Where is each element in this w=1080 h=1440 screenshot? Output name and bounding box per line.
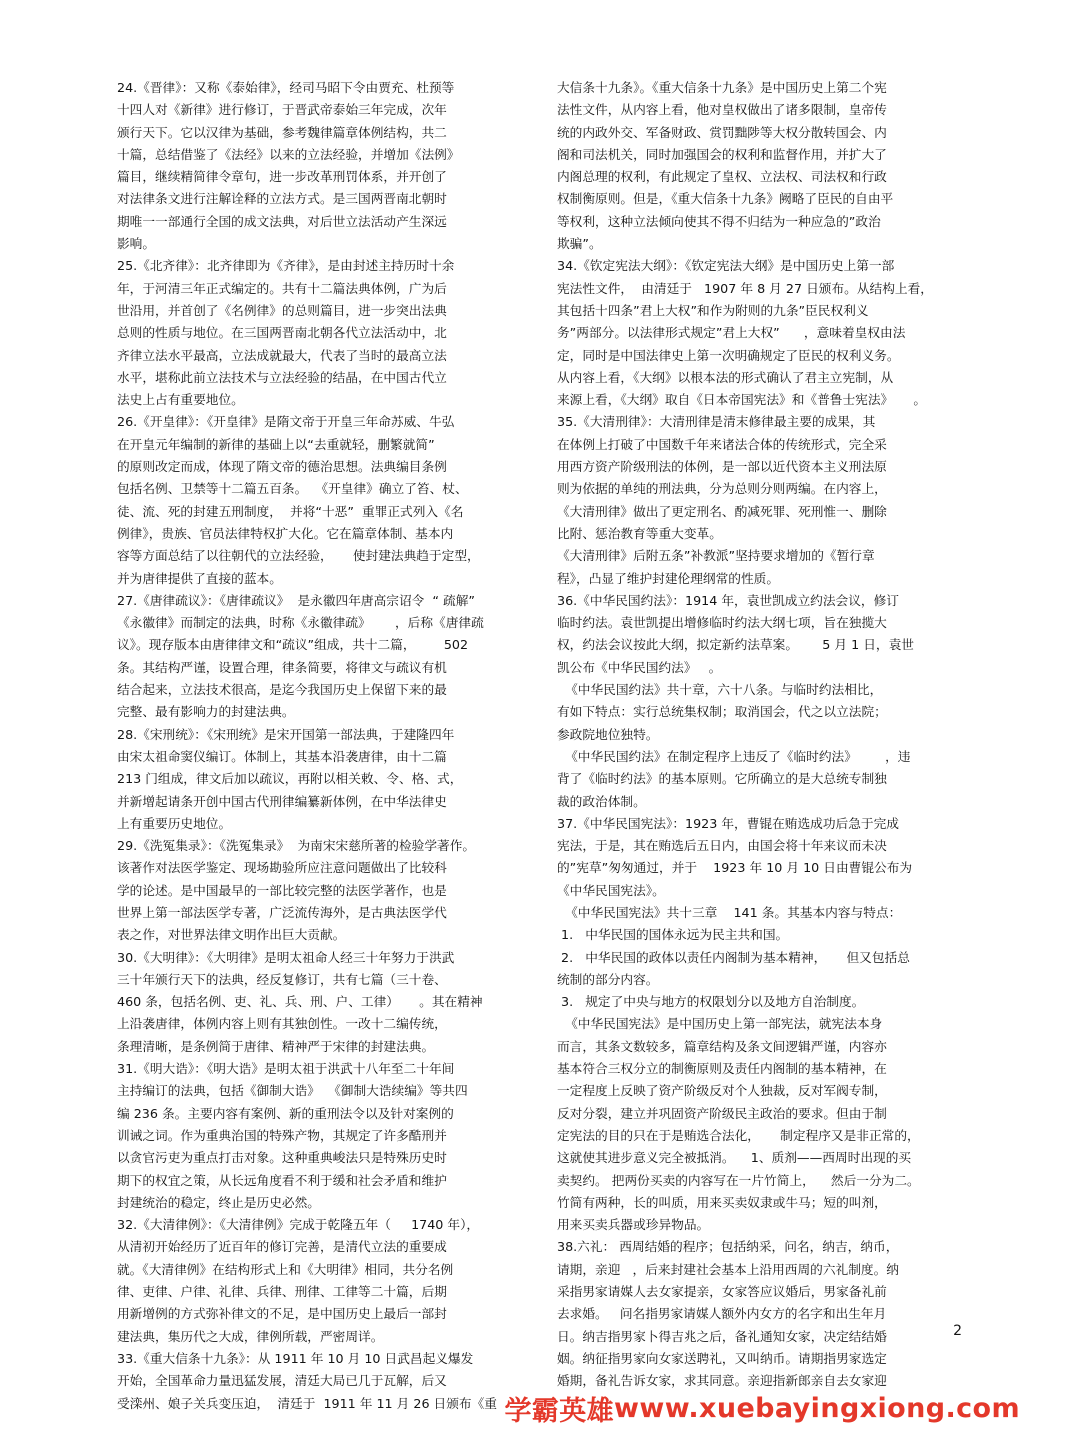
text-line: 例律》，贵族、官员法律特权扩大化。它在篇章体制、基本内	[117, 525, 454, 541]
text-line: 结合起来，立法技术很高，是迄今我国历史上保留下来的最	[117, 682, 447, 698]
text-line: 的原则改定而成，体现了隋文帝的德治思想。法典编目条例	[117, 459, 447, 475]
text-line: 开始，全国革命力量迅猛发展，清廷大局已几于瓦解，后又	[117, 1373, 447, 1389]
text-line: 定，同时是中国法律史上第一次明确规定了臣民的权利义务。	[557, 347, 900, 363]
text-line: 2. 中华民国的政体以责任内阁制为基本精神， 但又包括总	[557, 949, 910, 965]
text-line: 婚期，备礼告诉女家，求其同意。亲迎指新郎亲自去女家迎	[557, 1373, 887, 1389]
text-line: 《大清刑律》后附五条”补教派”坚持要求增加的《暂行章	[557, 548, 875, 564]
text-line: 完整、最有影响力的封建法典。	[117, 704, 295, 720]
text-line: 统制的部分内容。	[557, 971, 659, 987]
text-line: 31.《明大诰》：《明大诰》是明太祖于洪武十八年至二十年间	[117, 1061, 455, 1077]
text-line: 用西方资产阶级刑法的体例，是一部以近代资本主义刑法原	[557, 459, 887, 475]
text-line: 表之作，对世界法律文明作出巨大贡献。	[117, 927, 346, 943]
text-line: 篇目，继续精简律令章句，进一步改革刑罚体系，并开创了	[117, 169, 447, 185]
text-line: 《永徽律》而制定的法典，时称《永徽律疏》 ，后称《唐律疏	[117, 615, 484, 631]
text-line: 460 条，包括名例、吏、礼、兵、刑、户、工律） 。其在精神	[117, 994, 483, 1010]
text-line: 条理清晰，是条例简于唐律、精神严于宋律的封建法典。	[117, 1038, 435, 1054]
text-line: 十篇，总结借鉴了《法经》以来的立法经验，并增加《法例》	[117, 146, 460, 162]
text-line: 基本符合三权分立的制衡原则及责任内阁制的基本精神，在	[557, 1061, 887, 1077]
text-line: 背了《临时约法》的基本原则。它所确立的是大总统专制独	[557, 771, 887, 787]
text-line: 该著作对法医学鉴定、现场勘验所应注意问题做出了比较科	[117, 860, 447, 876]
text-line: 大信条十九条》。《重大信条十九条》是中国历史上第二个宪	[557, 80, 887, 95]
text-line: 条。其结构严谨，设置合理，律条简要，将律文与疏议有机	[117, 659, 447, 675]
footer-watermark	[0, 1383, 1080, 1433]
text-line: 世界上第一部法医学专著，广泛流传海外，是古典法医学代	[117, 904, 447, 920]
text-line: 影响。	[117, 236, 156, 252]
text-line: 从清初开始经历了近百年的修订完善，是清代立法的重要成	[117, 1239, 447, 1255]
text-line: 1. 中华民国的国体永远为民主共和国。	[557, 927, 789, 943]
text-line: 3. 规定了中央与地方的权限划分以及地方自治制度。	[557, 994, 865, 1010]
text-line: 务”两部分。以法律形式规定”君上大权” ，意味着皇权由法	[557, 325, 906, 341]
text-line: 24.《晋律》：又称《泰始律》，经司马昭下令由贾充、杜预等	[117, 80, 455, 95]
text-line: 水平，堪称此前立法技术与立法经验的结晶，在中国古代立	[117, 369, 447, 385]
text-line: 竹简有两种，长的叫质，用来买卖奴隶或牛马；短的叫剂，	[557, 1194, 887, 1210]
text-line: 权制衡原则。但是，《重大信条十九条》阙略了臣民的自由平	[557, 191, 894, 207]
text-line: 以贪官污吏为重点打击对象。这种重典峻法只是特殊历史时	[117, 1150, 447, 1166]
text-line: 世沿用，并首创了《名例律》的总则篇目，进一步突出法典	[117, 302, 447, 318]
text-line: 用新增例的方式弥补律文的不足，是中国历史上最后一部封	[117, 1306, 447, 1322]
text-line: 在体例上打破了中国数千年来诸法合体的传统形式，完全采	[557, 436, 887, 452]
text-line: 程》，凸显了维护封建伦理纲常的性质。	[557, 570, 780, 586]
text-line: 总则的性质与地位。在三国两晋南北朝各代立法活动中，北	[117, 325, 447, 341]
text-line: 封建统治的稳定，终止是历史必然。	[117, 1194, 320, 1210]
text-line: 37.《中华民国宪法》：1923 年，曹锟在贿选成功后急于完成	[557, 815, 899, 831]
text-line: 有如下特点：实行总统集权制；取消国会，代之以立法院；	[557, 704, 887, 720]
right-column	[557, 77, 977, 1393]
text-line: 213 门组成，律文后加以疏议，再附以相关敕、令、格、式，	[117, 771, 463, 787]
text-line: 临时约法。袁世凯提出增修临时约法大纲七项，旨在独揽大	[557, 615, 887, 631]
text-line: 34.《钦定宪法大纲》：《钦定宪法大纲》是中国历史上第一部	[557, 258, 895, 274]
text-line: 主持编订的法典，包括《御制大诰》 《御制大诰续编》等共四	[117, 1083, 468, 1099]
text-line: 对法律条文进行注解诠释的立法方式。是三国两晋南北朝时	[117, 191, 447, 207]
text-line: 定宪法的目的只在于是贿选合法化， 制定程序又是非正常的，	[557, 1127, 920, 1143]
text-line: 并新增起请条开创中国古代刑律编纂新体例，在中华法律史	[117, 793, 447, 809]
text-line: 来源上看，《大纲》取自《日本帝国宪法》和《普鲁士宪法》 。	[557, 392, 927, 408]
text-line: 裁的政治体制。	[557, 793, 646, 809]
text-line: 年，于河清三年正式编定的。共有十二篇法典体例，广为后	[117, 280, 447, 296]
text-line: 学的论述。是中国最早的一部比较完整的法医学著作，也是	[117, 882, 447, 898]
text-line: 这就使其进步意义完全被抵消。 1、质剂——西周时出现的买	[557, 1150, 912, 1166]
text-line: 日。纳吉指男家卜得吉兆之后，备礼通知女家，决定结结婚	[557, 1328, 887, 1344]
text-line: 反对分裂，建立并巩固资产阶级民主政治的要求。但由于制	[557, 1105, 887, 1121]
text-line: 十四人对《新律》进行修订，于晋武帝泰始三年完成，次年	[117, 102, 447, 118]
watermark-brand-name: 学霸英雄	[504, 1395, 615, 1427]
page-number: 2	[953, 1323, 962, 1339]
text-line: 27.《唐律疏议》：《唐律疏议》 是永徽四年唐高宗诏令 “ 疏解”	[117, 592, 475, 608]
text-line: 内阁总理的权利，有此规定了皇权、立法权、司法权和行政	[557, 169, 887, 185]
text-line: 35.《大清刑律》：大清刑律是清末修律最主要的成果，其	[557, 414, 876, 430]
text-line: 期下的权宜之策，从长远角度看不利于缓和社会矛盾和维护	[117, 1172, 447, 1188]
text-line: 受滦州、娘子关兵变压迫， 清廷于 1911 年 11 月 26 日颁布《重	[117, 1395, 497, 1411]
text-line: 36.《中华民国约法》：1914 年，袁世凯成立约法会议，修订	[557, 592, 899, 608]
text-line: 参政院地位独特。	[557, 726, 659, 742]
text-line: 欺骗”。	[557, 236, 602, 252]
text-line: 法性文件，从内容上看，他对皇权做出了诸多限制，皇帝传	[557, 102, 887, 118]
text-line: 颁行天下。它以汉律为基础，参考魏律篇章体例结构，共二	[117, 124, 447, 140]
text-line: 权，约法会议按此大纲，拟定新约法草案。 5 月 1 日，袁世	[557, 637, 914, 653]
text-line: 《中华民国宪法》。	[557, 882, 665, 898]
text-line: 就。《大清律例》在结构形式上和《大明律》相同，共分名例	[117, 1261, 454, 1277]
text-line: 法史上占有重要地位。	[117, 392, 244, 408]
text-line: 《中华民国宪法》共十三章 141 条。其基本内容与特点：	[557, 904, 902, 920]
text-line: 《中华民国约法》共十章，六十八条。与临时约法相比，	[557, 682, 883, 698]
text-line: 律、吏律、户律、礼律、兵律、刑律、工律等二十篇，后期	[117, 1284, 447, 1300]
text-line: 建法典，集历代之大成，律例所载，严密周详。	[117, 1328, 384, 1344]
text-line: 其包括十四条”君上大权”和作为附则的九条”臣民权利义	[557, 302, 869, 318]
text-line: 徒、流、死的封建五刑制度， 并将“十恶” 重罪正式列入《名	[117, 503, 464, 519]
text-line: 包括名例、卫禁等十二篇五百条。 《开皇律》确立了笞、杖、	[117, 481, 468, 497]
text-line: 一定程度上反映了资产阶级反对个人独裁，反对军阀专制，	[557, 1083, 887, 1099]
text-line: 容等方面总结了以往朝代的立法经验， 使封建法典趋于定型，	[117, 548, 480, 564]
watermark-url: www.xuebayingxiong.com	[614, 1392, 1020, 1424]
text-line: 由宋太祖命窦仪编订。体制上，其基本沿袭唐律，由十二篇	[117, 748, 447, 764]
text-line: 请期，亲迎 ，后来封建社会基本上沿用西周的六礼制度。纳	[557, 1261, 899, 1277]
text-line: 比附、惩治教育等重大变革。	[557, 525, 722, 541]
text-line: 在开皇元年编制的新律的基础上以“去重就轻，删繁就简”	[117, 436, 435, 452]
text-line: 的”宪草”匆匆通过，并于 1923 年 10 月 10 日由曹锟公布为	[557, 860, 913, 876]
text-line: 期唯一一部通行全国的成文法典，对后世立法活动产生深远	[117, 213, 447, 229]
text-line: 33.《重大信条十九条》：从 1911 年 10 月 10 日武昌起义爆发	[117, 1350, 474, 1366]
text-line: 宪法性文件， 由清廷于 1907 年 8 月 27 日颁布。从结构上看，	[557, 280, 933, 296]
text-line: 29.《洗冤集录》：《洗冤集录》 为南宋宋慈所著的检验学著作。	[117, 838, 476, 854]
text-line: 等权利，这种立法倾向使其不得不归结为一种应急的”政治	[557, 213, 881, 229]
text-line: 凯公布《中华民国约法》 。	[557, 659, 722, 675]
text-line: 30.《大明律》：《大明律》是明太祖命人经三十年努力于洪武	[117, 949, 455, 965]
text-line: 统的内政外交、军备财政、赏罚黜陟等大权分散转国会、内	[557, 124, 887, 140]
text-line: 采指男家请媒人去女家提亲，女家答应议婚后，男家备礼前	[557, 1284, 887, 1300]
text-line: 三十年颁行天下的法典，经反复修订，共有七篇（三十卷、	[117, 971, 447, 987]
text-line: 28.《宋刑统》：《宋刑统》是宋开国第一部法典，于建隆四年	[117, 726, 455, 742]
text-line: 议》。现存版本由唐律律文和“疏议”组成，共十二篇， 502	[117, 637, 469, 653]
text-line: 上沿袭唐律，体例内容上则有其独创性。一改十二编传统，	[117, 1016, 447, 1032]
text-line: 《大清刑律》做出了更定刑名、酌减死罪、死刑惟一、删除	[557, 503, 887, 519]
text-line: 阁和司法机关，同时加强国会的权利和监督作用，并扩大了	[557, 146, 887, 162]
text-line: 《中华民国约法》在制定程序上违反了《临时约法》 ，违	[557, 748, 911, 764]
text-line: 32.《大清律例》：《大清律例》完成于乾隆五年（ 1740 年），	[117, 1217, 480, 1233]
text-line: 编 236 条。主要内容有案例、新的重刑法令以及针对案例的	[117, 1105, 454, 1121]
text-line: 38.六礼： 西周结婚的程序；包括纳采，问名，纳吉，纳币，	[557, 1239, 899, 1255]
text-line: 训诫之词。作为重典治国的特殊产物，其规定了许多酷刑并	[117, 1127, 447, 1143]
text-line: 从内容上看，《大纲》以根本法的形式确认了君主立宪制，从	[557, 369, 894, 385]
text-line: 齐律立法水平最高，立法成就最大，代表了当时的最高立法	[117, 347, 447, 363]
text-line: 用来买卖兵器或珍异物品。	[557, 1217, 710, 1233]
text-line: 则为依据的单纯的刑法典，分为总则分则两编。在内容上，	[557, 481, 887, 497]
text-line: 姻。纳征指男家向女家送聘礼，又叫纳币。请期指男家选定	[557, 1350, 887, 1366]
text-line: 《中华民国宪法》是中国历史上第一部宪法，就宪法本身	[557, 1016, 883, 1032]
left-column	[117, 77, 537, 1415]
text-line: 并为唐律提供了直接的蓝本。	[117, 570, 282, 586]
text-line: 上有重要历史地位。	[117, 815, 232, 831]
text-line: 26.《开皇律》：《开皇律》是隋文帝于开皇三年命苏威、牛弘	[117, 414, 455, 430]
text-line: 宪法，于是，其在贿选后五日内，由国会将十年来议而未决	[557, 838, 887, 854]
text-line: 25.《北齐律》：北齐律即为《齐律》，是由封述主持历时十余	[117, 258, 455, 274]
text-line: 而言，其条文数较多，篇章结构及条文间逻辑严谨，内容亦	[557, 1038, 887, 1054]
text-line: 卖契约。 把两份买卖的内容写在一片竹简上， 然后一分为二。	[557, 1172, 920, 1188]
text-line: 去求婚。 问名指男家请媒人额外内女方的名字和出生年月	[557, 1306, 887, 1322]
